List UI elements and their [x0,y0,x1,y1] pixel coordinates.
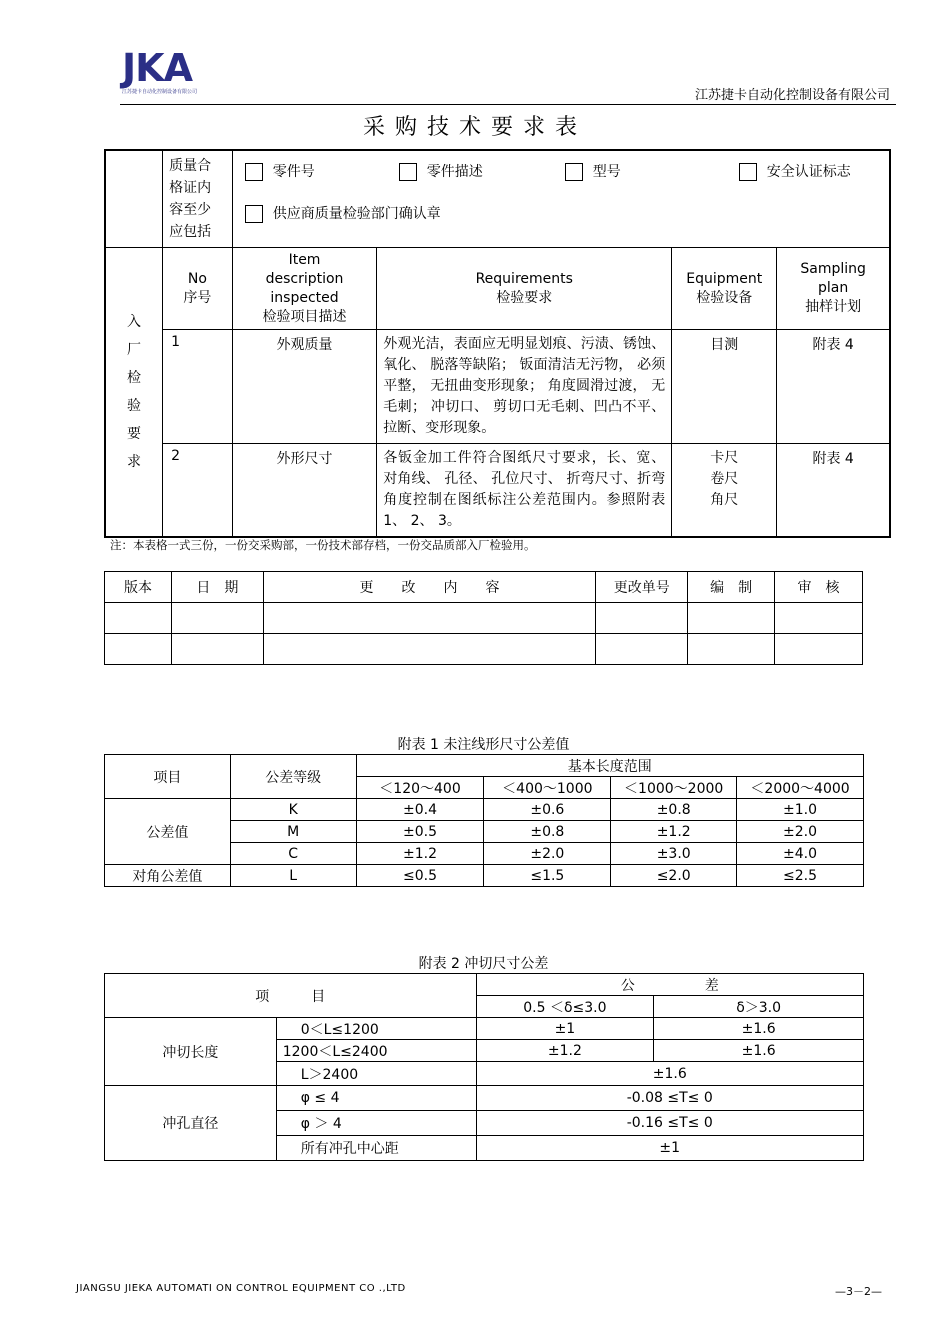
header-req-en: Requirements [475,270,573,287]
row-requirement: 各钣金加工件符合图纸尺寸要求，长、宽、 对角线、 孔径、 孔位尺寸、 折弯尺寸、折弯角度控制在图纸标注公差范围内。参照附表 1、 2、 3。 [377,444,672,538]
t2-header-t2: δ＞3.0 [654,996,864,1018]
t2-cond: 1200＜L≤2400 [276,1040,476,1062]
t2-value: -0.08 ≤T≤ 0 [476,1086,864,1111]
rev-header-version: 版本 [105,572,172,603]
header-no-en: No [187,270,207,287]
row-no: 2 [163,444,233,538]
company-name: 江苏捷卡自动化控制设备有限公司 [694,88,890,103]
header-item-cn: 检验项目描述 [262,308,347,325]
t1-header-grade: 公差等级 [230,755,356,799]
t1-value: ±2.0 [484,843,611,865]
t2-cond: φ ≤ 4 [276,1086,476,1111]
logo-text: JKA [122,46,192,90]
header-samp-cn: 抽样计划 [805,299,862,315]
header-req-cn: 检验要求 [496,289,553,306]
t1-header-item: 项目 [105,755,231,799]
t2-header-item: 项 目 [105,974,477,1018]
t1-value: ±1.0 [737,799,864,821]
t1-value: ±0.8 [484,821,611,843]
rev-header-number: 更改单号 [596,572,688,603]
t2-value: ±1.6 [654,1018,864,1040]
checkbox-safety[interactable] [739,163,757,181]
t1-value: ±1.2 [356,843,484,865]
header-samp-en2: plan [818,280,849,296]
t1-value: ±4.0 [737,843,864,865]
t1-grade: M [230,821,356,843]
t1-header-range: 基本长度范围 [356,755,863,777]
checkbox-safety-label: 安全认证标志 [766,164,851,180]
t2-value: ±1 [476,1136,864,1161]
checkbox-part-desc[interactable] [399,163,417,181]
t1-diag-label: 对角公差值 [105,865,231,887]
checkbox-part-number-group[interactable] [245,161,315,181]
header-no-cn: 序号 [183,289,212,306]
header-rule [120,104,896,105]
t1-grade: K [230,799,356,821]
checkbox-supplier-label: 供应商质量检验部门确认章 [272,206,441,222]
t1-value: ≤1.5 [484,865,611,887]
t2-value: ±1.6 [476,1062,864,1086]
t2-cond: 所有冲孔中心距 [276,1136,476,1161]
row-sampling: 附表 4 [777,330,890,444]
table-row [105,1018,864,1040]
checkbox-model-group[interactable] [565,161,621,181]
row-equipment: 卡尺 [710,450,739,466]
page-number: —3－2— [835,1285,882,1298]
revision-table [104,571,863,665]
t1-grade: C [230,843,356,865]
header-item-en2: description [265,270,344,287]
t1-value: ±0.6 [484,799,611,821]
tolerance-table-2 [104,973,864,1161]
table-row [105,330,890,444]
checkbox-safety-group[interactable] [739,161,851,181]
checkbox-part-number[interactable] [245,163,263,181]
table-row [105,865,864,887]
logo-subtext: 江苏捷卡自动化控制设备有限公司 [122,89,198,95]
t2-header-tol: 公 差 [476,974,864,996]
t2-value: ±1 [476,1018,654,1040]
header-samp-en1: Sampling [800,261,866,277]
t2-value: -0.16 ≤T≤ 0 [476,1111,864,1136]
t1-value: ≤2.0 [611,865,737,887]
rev-header-review: 审 核 [775,572,863,603]
t2-cut-label: 冲切长度 [105,1018,277,1086]
t1-value: ±2.0 [737,821,864,843]
row-sampling: 附表 4 [777,444,890,538]
footer-company: JIANGSU JIEKA AUTOMATI ON CONTROL EQUIPMENT CO .,LTD [76,1283,406,1294]
company-logo [122,48,226,98]
row-requirement: 外观光洁，表面应无明显划痕、污渍、锈蚀、 氧化、 脱落等缺陷； 钣面清洁无污物， 必须平整， 无扭曲变形现象； 角度圆滑过渡， 无毛刺； 冲切口、 剪切口无毛刺、凹凸不平、拉断、变形现象。 [377,330,672,444]
row-no: 1 [163,330,233,444]
t1-tol-label: 公差值 [105,799,231,865]
row-equipment: 卷尺 [710,471,739,487]
checkbox-part-number-label: 零件号 [272,164,315,180]
t1-value: ±3.0 [611,843,737,865]
t1-value: ±0.8 [611,799,737,821]
checkbox-part-desc-label: 零件描述 [426,164,483,180]
header-item-en3: inspected [270,289,339,306]
page-title: 采购技术要求表 [362,115,587,140]
checkbox-model[interactable] [565,163,583,181]
rev-header-author: 编 制 [688,572,775,603]
t1-range: ＜120～400 [356,777,484,799]
t2-hole-label: 冲孔直径 [105,1086,277,1161]
t1-value: ≤0.5 [356,865,484,887]
checkbox-supplier-group[interactable] [245,203,441,223]
t1-range: ＜2000～4000 [737,777,864,799]
quality-corner [105,150,163,248]
t2-cond: L＞2400 [276,1062,476,1086]
side-label: 入厂检验要求 [127,314,142,470]
t2-cond: φ ＞ 4 [276,1111,476,1136]
t1-range: ＜1000～2000 [611,777,737,799]
t1-value: ≤2.5 [737,865,864,887]
table-row [105,634,863,665]
table-row [105,603,863,634]
t2-cond: 0＜L≤1200 [276,1018,476,1040]
t1-value: ±0.5 [356,821,484,843]
inspection-table [104,149,891,538]
t1-value: ±0.4 [356,799,484,821]
checkbox-part-desc-group[interactable] [399,161,483,181]
row-equipment: 目测 [672,330,777,444]
table1-caption: 附表 1 未注线形尺寸公差值 [397,737,570,753]
t1-range: ＜400～1000 [484,777,611,799]
header-equip-cn: 检验设备 [696,289,753,306]
t1-value: ±1.2 [611,821,737,843]
rev-header-content: 更 改 内 容 [263,572,596,603]
tolerance-table-1 [104,754,864,887]
t1-grade: L [230,865,356,887]
table2-caption: 附表 2 冲切尺寸公差 [418,956,549,972]
row-item: 外形尺寸 [232,444,376,538]
rev-header-date: 日 期 [171,572,263,603]
checkbox-model-label: 型号 [592,164,621,180]
table-row [105,444,890,538]
checkbox-supplier[interactable] [245,205,263,223]
t2-value: ±1.6 [654,1040,864,1062]
t2-value: ±1.2 [476,1040,654,1062]
table-row [105,799,864,821]
row-item: 外观质量 [232,330,376,444]
row-equipment: 角尺 [710,492,739,508]
header-item-en1: Item [288,251,321,268]
note-text: 注：本表格一式三份，一份交采购部，一份技术部存档，一份交品质部入厂检验用。 [110,538,536,552]
quality-label: 质量合格证内容至少应包括 [169,158,212,240]
table-row [105,1086,864,1111]
t2-header-t1: 0.5 ＜δ≤3.0 [476,996,654,1018]
header-equip-en: Equipment [686,270,763,287]
